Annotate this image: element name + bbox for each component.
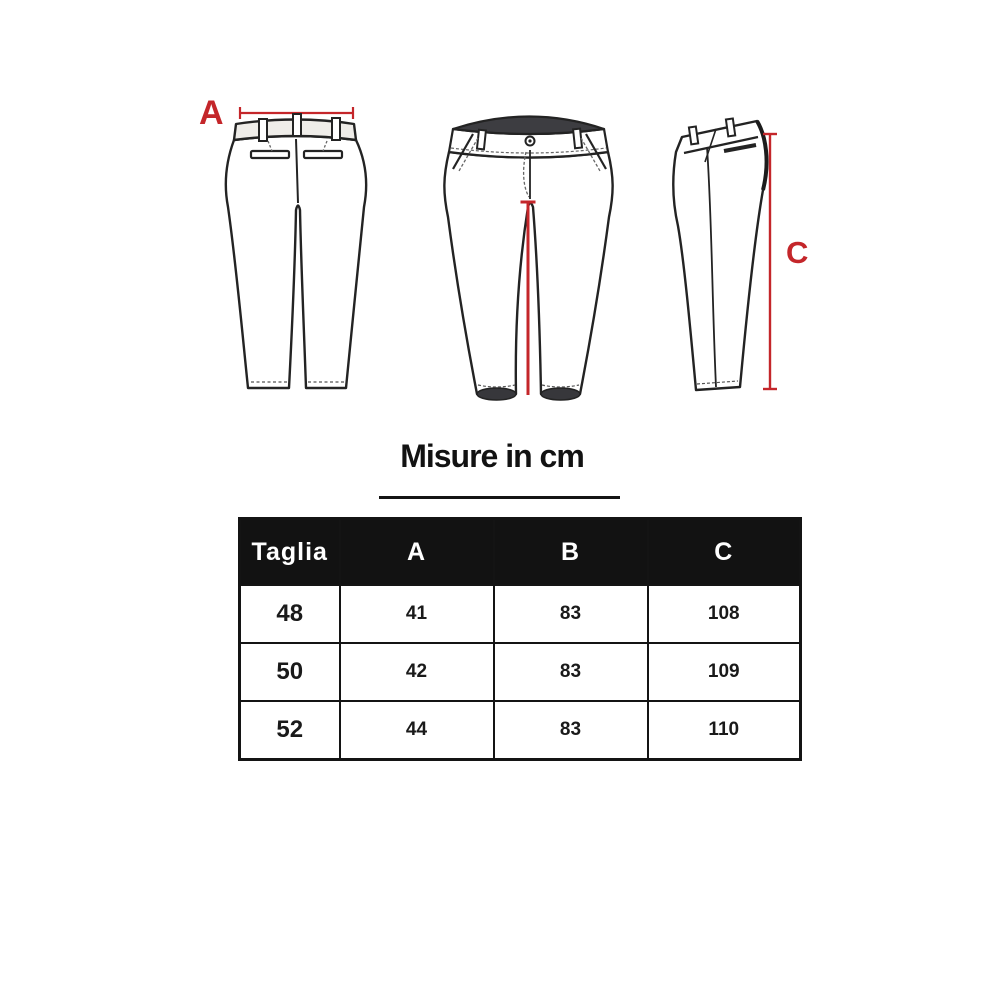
measurement-cell: 109 (648, 643, 801, 701)
header-cell-c: C (648, 519, 801, 586)
size-cell: 52 (240, 701, 340, 759)
measurement-cell: 42 (340, 643, 494, 701)
measurement-cell: 83 (494, 643, 648, 701)
pants-front-view-illustration (440, 95, 620, 405)
pants-back-view-illustration (215, 95, 375, 405)
measure-label-a: A (199, 94, 224, 132)
measurement-cell: 83 (494, 701, 648, 759)
size-table (238, 517, 802, 761)
measurement-cell: 108 (648, 585, 801, 643)
header-cell-b: B (494, 519, 648, 586)
size-cell: 48 (240, 585, 340, 643)
header-cell-taglia: Taglia (240, 519, 340, 586)
measurement-cell: 83 (494, 585, 648, 643)
size-cell: 50 (240, 643, 340, 701)
header-cell-a: A (340, 519, 494, 586)
measure-label-c: C (786, 235, 809, 270)
table-row (240, 643, 801, 701)
table-row (240, 585, 801, 643)
table-row (240, 701, 801, 759)
measurement-cell: 44 (340, 701, 494, 759)
measurement-cell: 110 (648, 701, 801, 759)
page-title: Misure in cm (400, 438, 584, 474)
title-section (0, 438, 984, 475)
title-underline (379, 496, 620, 499)
measurement-cell: 41 (340, 585, 494, 643)
table-header-row (240, 519, 801, 586)
pants-side-view-illustration (660, 100, 810, 410)
